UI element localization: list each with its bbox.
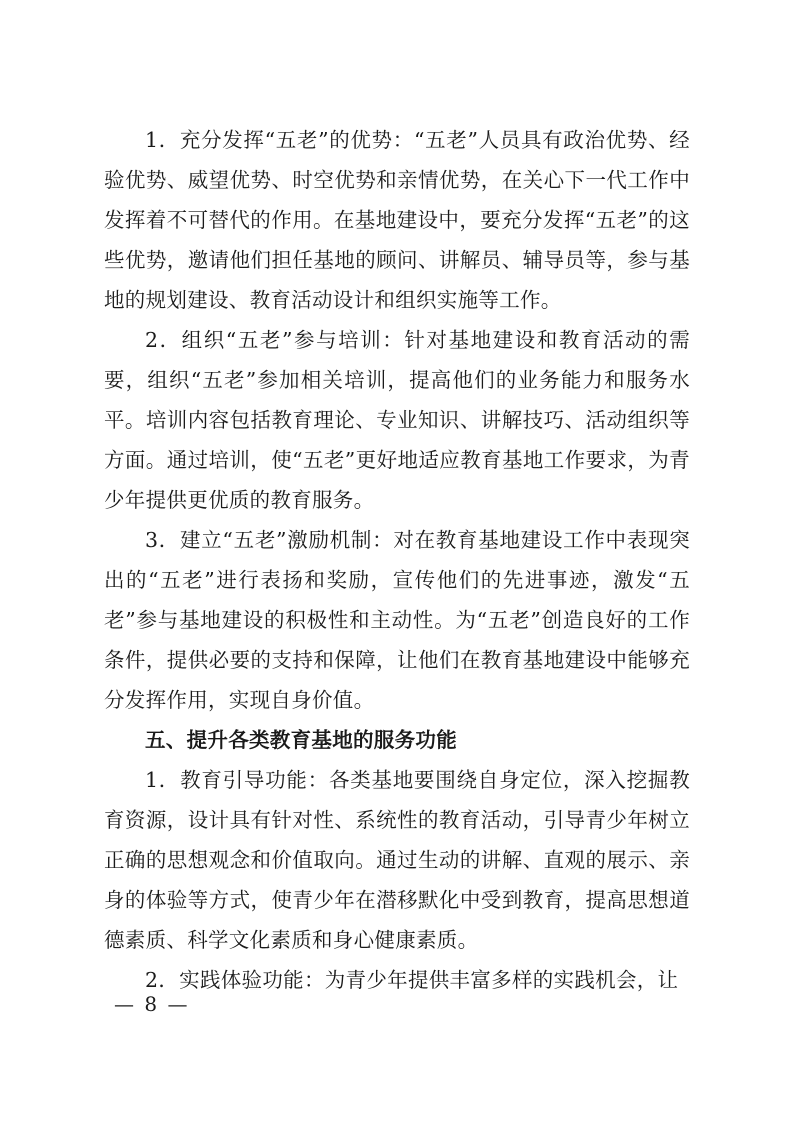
paragraph-wulao-training: 2．组织“五老”参与培训：针对基地建设和教育活动的需要，组织“五老”参加相关培训，提高他们的业务能力和服务水平。培训内容包括教育理论、专业知识、讲解技巧、活动组织等方面。通过培训，使“五老”更好地适应教育基地工作要求，为青少年提供更优质的教育服务。 [104, 328, 690, 512]
page-number: — 8 — [114, 992, 190, 1016]
section-heading-service-functions: 五、提升各类教育基地的服务功能 [145, 728, 457, 752]
document-body [104, 120, 690, 1000]
paragraph-wulao-incentive: 3．建立“五老”激励机制：对在教育基地建设工作中表现突出的“五老”进行表扬和奖励，宣传他们的先进事迹，激发“五老”参与基地建设的积极性和主动性。为“五老”创造良好的工作条件，提供必要的支持和保障，让他们在教育基地建设中能够充分发挥作用，实现自身价值。 [104, 528, 690, 712]
paragraph-practice-experience: 2．实践体验功能：为青少年提供丰富多样的实践机会，让 [145, 968, 679, 992]
paragraph-wulao-advantages: 1．充分发挥“五老”的优势：“五老”人员具有政治优势、经验优势、威望优势、时空优势和亲情优势，在关心下一代工作中发挥着不可替代的作用。在基地建设中，要充分发挥“五老”的这些优势，邀请他们担任基地的顾问、讲解员、辅导员等，参与基地的规划建设、教育活动设计和组织实施等工作。 [104, 128, 690, 312]
paragraph-education-guidance: 1．教育引导功能：各类基地要围绕自身定位，深入挖掘教育资源，设计具有针对性、系统性的教育活动，引导青少年树立正确的思想观念和价值取向。通过生动的讲解、直观的展示、亲身的体验等方式，使青少年在潜移默化中受到教育，提高思想道德素质、科学文化素质和身心健康素质。 [104, 768, 690, 952]
